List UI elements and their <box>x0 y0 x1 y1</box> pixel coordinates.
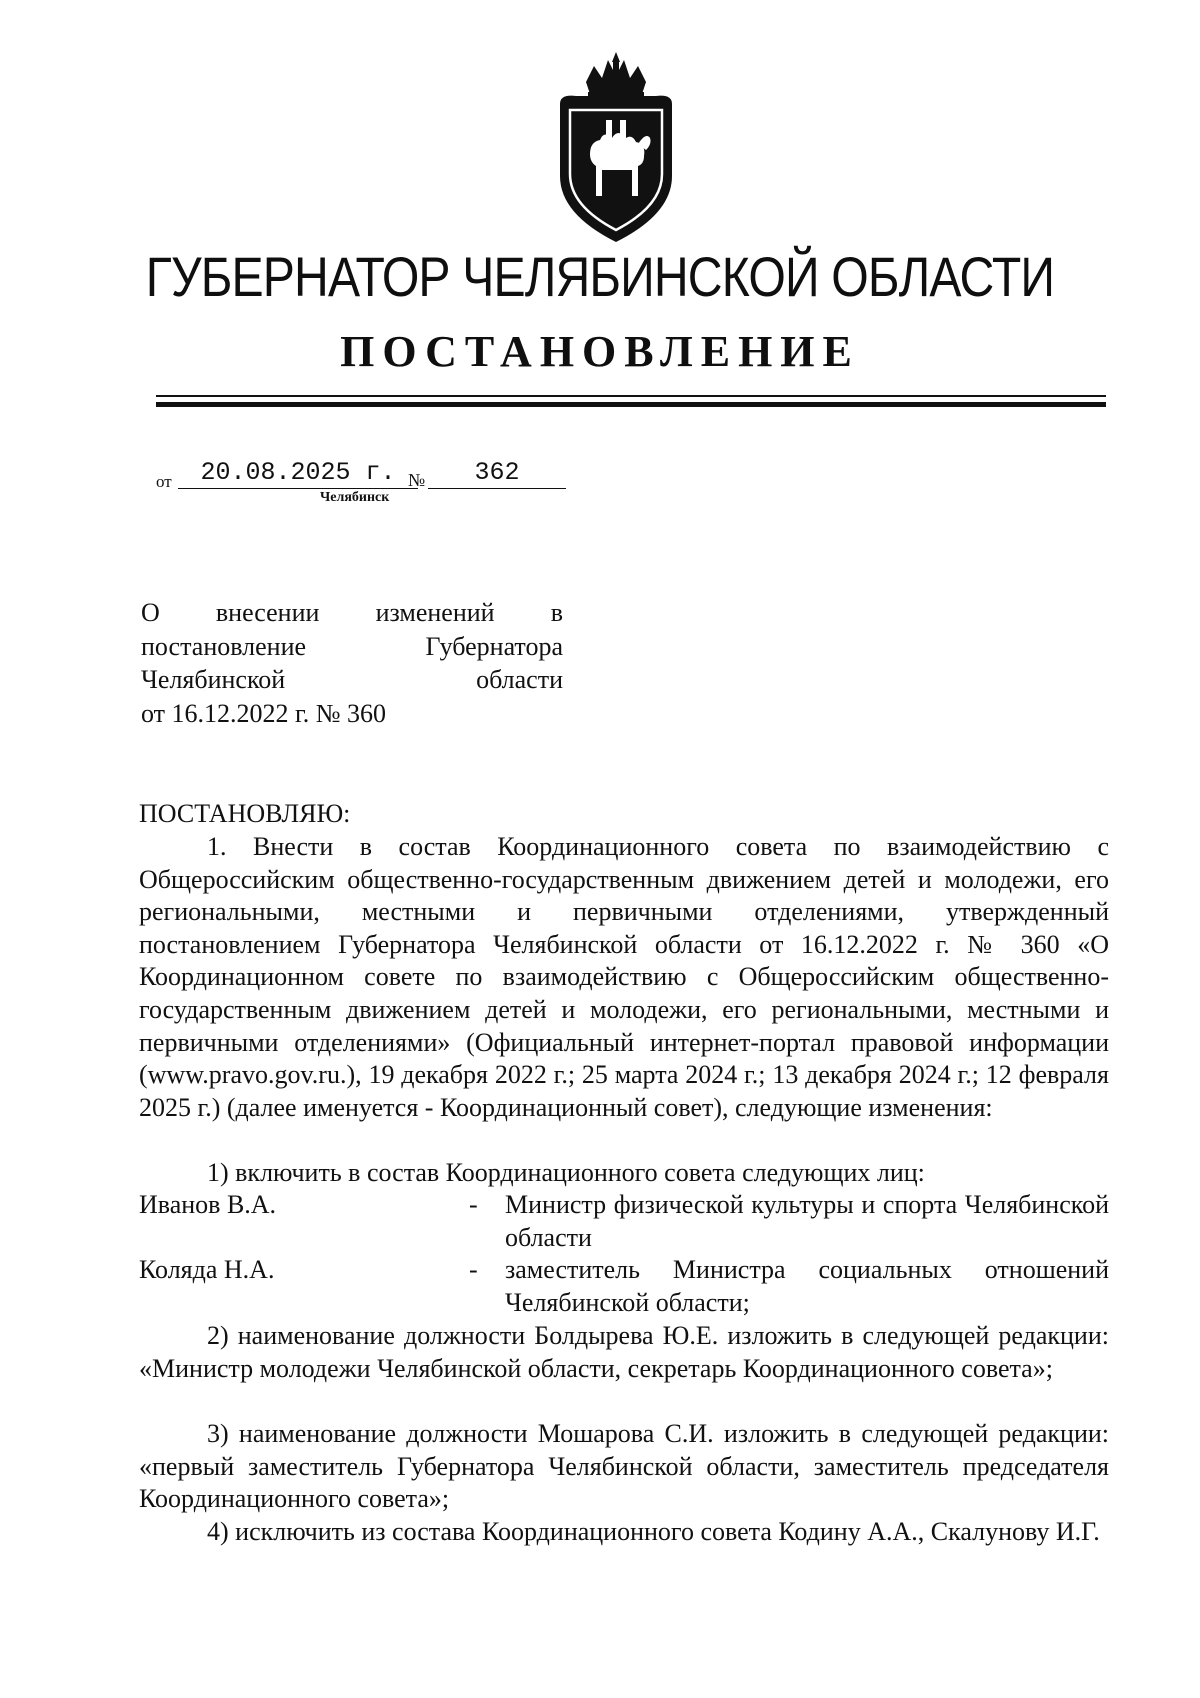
subject-word: в <box>550 598 563 627</box>
member-role: Министр физической культуры и спорта Челябинской области <box>505 1190 1109 1252</box>
subject-line <box>141 630 563 664</box>
document-number: 362 <box>428 458 566 489</box>
header-rule-thick <box>156 402 1106 407</box>
document-type: ПОСТАНОВЛЕНИЕ <box>340 327 860 376</box>
document-city: Челябинск <box>320 490 390 505</box>
subject-word: от 16.12.2022 г. № 360 <box>141 698 387 728</box>
subject-word: Челябинской <box>141 665 286 694</box>
paragraph-item-3: 3) наименование должности Мошарова С.И. изложить в следующей редакции: «первый заместитель Губернатора Челябинской области, заместитель председателя Координационного совета»; <box>139 1419 1109 1514</box>
subject-word: постановление <box>141 631 307 661</box>
coat-of-arms-icon <box>546 46 686 246</box>
subject-word: изменений <box>375 598 495 627</box>
subject-line <box>141 697 563 731</box>
subject-line <box>141 596 563 630</box>
member-role: заместитель Министра социальных отношений Челябинской области; <box>505 1255 1109 1317</box>
paragraph-item-1: 1. Внести в состав Координационного совета по взаимодействию с Общероссийским общественно-государственным движением детей и молодежи, его региональными, местными и первичными отделениями, утвержденный постановлением Губернатора Челябинской области от 16.12.2022 г. № 360 «О Координационном совете по взаимодействию с Общероссийским общественно-государственным движением детей и молодежи, его региональными, местными и первичными отделениями» (Официальный интернет-портал правовой информации (www.pravo.gov.ru.), 19 декабря 2022 г.; 25 марта 2024 г.; 13 декабря 2024 г.; 12 февраля 2025 г.) (далее именуется - Координационный совет), следующие изменения: <box>139 832 1109 1122</box>
paragraph-item-1-1: 1) включить в состав Координационного совета следующих лиц: <box>207 1158 925 1187</box>
member-name: Иванов В.А. <box>139 1190 277 1219</box>
number-label: № <box>408 470 426 490</box>
header-rule-thin <box>156 395 1106 397</box>
paragraph-item-2: 2) наименование должности Болдырева Ю.Е. изложить в следующей редакции: «Министр молодежи Челябинской области, секретарь Координационного совета»; <box>139 1321 1109 1383</box>
subject-word: О <box>141 598 160 627</box>
subject-word: внесении <box>215 598 320 627</box>
member-name: Коляда Н.А. <box>139 1255 275 1284</box>
date-prefix: от <box>156 472 172 491</box>
document-date: 20.08.2025 г. <box>178 458 418 489</box>
member-dash: - <box>469 1255 478 1284</box>
paragraph-item-4: 4) исключить из состава Координационного совета Кодину А.А., Скалунову И.Г. <box>207 1517 1100 1546</box>
subject-word: области <box>476 665 563 694</box>
decree-word: ПОСТАНОВЛЯЮ: <box>139 799 351 828</box>
subject-line <box>141 663 563 697</box>
member-dash: - <box>469 1190 478 1219</box>
document-subject <box>141 596 563 730</box>
authority-title: ГУБЕРНАТОР ЧЕЛЯБИНСКОЙ ОБЛАСТИ <box>145 245 1055 308</box>
subject-word: Губернатора <box>425 631 563 661</box>
